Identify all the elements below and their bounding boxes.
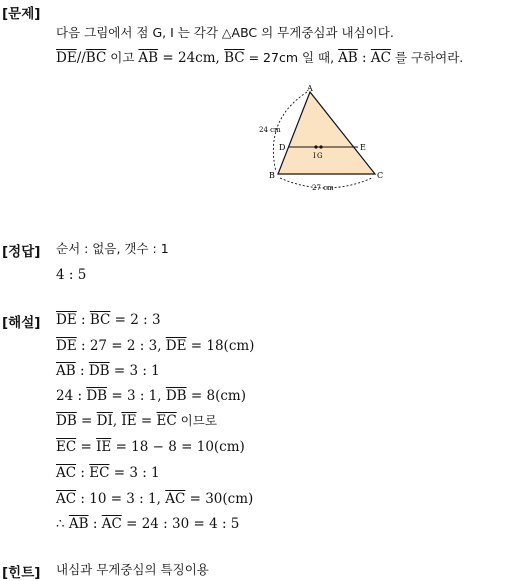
overline-seg: $\overline{DB}$ (56, 413, 77, 429)
parallel-symbol: // (76, 50, 86, 66)
overline-seg: $\overline{DB}$ (165, 388, 187, 404)
answer-line1: 순서 : 없음, 갯수 : 1 (56, 241, 169, 256)
text-frag: = 30(cm) (185, 491, 254, 507)
solution-step1 (56, 311, 161, 329)
solution-step4 (56, 387, 246, 405)
point-g (319, 145, 322, 148)
text-frag: = 3 : 1 (109, 465, 160, 481)
solution-conclusion (56, 515, 239, 533)
problem-text-line1: 다음 그림에서 점 G, I 는 각각 △ABC 의 무게중심과 내심이다. (56, 25, 394, 40)
overline-seg: $\overline{EC}$ (89, 465, 110, 481)
label-c: C (377, 171, 384, 180)
answer-line2: 4 : 5 (56, 267, 87, 283)
overline-seg: $\overline{IE}$ (96, 439, 112, 455)
label-a: A (307, 84, 313, 93)
overline-seg: $\overline{AC}$ (101, 516, 122, 532)
label-side-ab: 24 cm (259, 126, 281, 134)
overline-seg: $\overline{AC}$ (56, 465, 77, 481)
overline-seg: $\overline{BC}$ (89, 312, 111, 328)
solution-step7 (56, 464, 160, 482)
text-frag: = 18 − 8 = 10(cm) (111, 439, 245, 455)
point-i (314, 145, 317, 148)
text-frag: 를 구하여라. (390, 50, 464, 65)
text-frag: = (136, 413, 157, 429)
text-frag: = (76, 439, 97, 455)
overline-seg: $\overline{EC}$ (56, 439, 77, 455)
solution-step5 (56, 412, 217, 430)
text-frag: = (76, 413, 97, 429)
overline-seg: $\overline{DB}$ (88, 363, 110, 379)
answer-label: [정답] (2, 244, 41, 260)
text-frag: = 3 : 1, (107, 388, 166, 404)
text-frag: : (75, 363, 89, 379)
triangle-abc (278, 92, 375, 174)
label-i: I (313, 152, 316, 160)
overline-de: $\overline{DE}$ (56, 50, 77, 66)
label-d: D (279, 143, 286, 152)
triangle-figure (250, 80, 390, 195)
overline-ab: $\overline{AB}$ (338, 50, 358, 66)
overline-seg: $\overline{DE}$ (165, 338, 187, 354)
overline-seg: $\overline{AB}$ (56, 363, 76, 379)
text-frag: = 24cm, (158, 50, 225, 66)
text-frag: : (357, 50, 371, 66)
hint-label: [힌트] (2, 565, 41, 581)
text-frag: = 24 : 30 = 4 : 5 (121, 516, 240, 532)
text-frag: : 10 = 3 : 1, (76, 491, 166, 507)
solution-step6 (56, 438, 245, 456)
text-frag: 이고 (106, 50, 139, 65)
hint-text: 내심과 무게중심의 특징이용 (56, 562, 209, 577)
overline-bc: $\overline{BC}$ (85, 50, 107, 66)
overline-ab: $\overline{AB}$ (138, 50, 159, 66)
overline-bc: $\overline{BC}$ (224, 50, 245, 66)
text-frag: = 18(cm) (186, 338, 255, 354)
overline-seg: $\overline{AC}$ (165, 491, 186, 507)
overline-seg: $\overline{DB}$ (86, 388, 108, 404)
overline-seg: $\overline{DE}$ (56, 338, 77, 354)
overline-seg: $\overline{IE}$ (121, 413, 137, 429)
problem-label: [문제] (2, 6, 41, 22)
label-e: E (360, 143, 366, 152)
text-frag: : (76, 312, 90, 328)
overline-seg: $\overline{EC}$ (156, 413, 177, 429)
text-frag: 24 : (56, 388, 87, 404)
text-frag: : (76, 465, 90, 481)
overline-ac: $\overline{AC}$ (370, 50, 391, 66)
problem-text-line2 (56, 49, 463, 67)
overline-seg: $\overline{AB}$ (68, 516, 89, 532)
solution-step3 (56, 362, 160, 380)
text-frag: = 2 : 3 (110, 312, 161, 328)
text-frag: = 27cm 일 때, (244, 50, 339, 65)
solution-step2 (56, 337, 254, 355)
text-frag: 이므로 (176, 413, 217, 428)
text-frag: = 8(cm) (186, 388, 246, 404)
therefore-symbol: ∴ (56, 516, 69, 532)
text-frag: : (88, 516, 102, 532)
text-frag: , (112, 413, 122, 429)
solution-label: [해설] (2, 315, 41, 331)
label-side-bc: 27 cm (312, 184, 334, 192)
overline-seg: $\overline{DE}$ (56, 312, 77, 328)
overline-seg: $\overline{AC}$ (56, 491, 77, 507)
text-frag: : 27 = 2 : 3, (76, 338, 166, 354)
overline-seg: $\overline{DI}$ (96, 413, 113, 429)
label-g: G (317, 152, 323, 160)
solution-step8 (56, 490, 253, 508)
label-b: B (269, 171, 275, 180)
text-frag: = 3 : 1 (109, 363, 160, 379)
